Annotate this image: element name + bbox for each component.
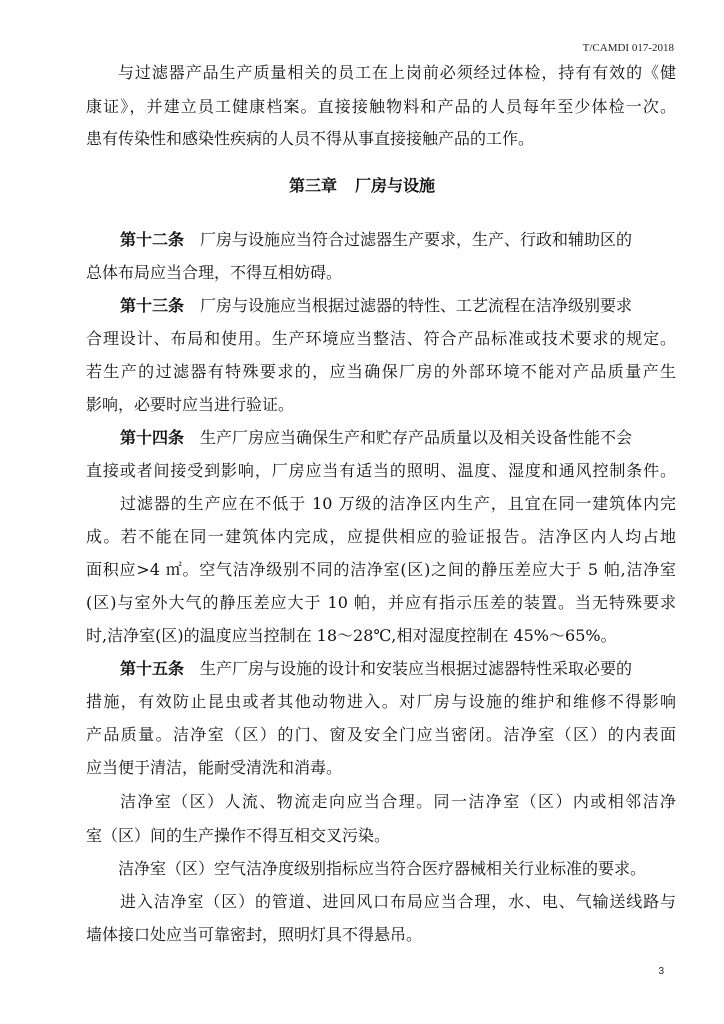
article-text: 生产厂房与设施的设计和安装应当根据过滤器特性采取必要的 bbox=[200, 659, 633, 678]
paragraph-line: 室（区）间的生产操作不得互相交叉污染。 bbox=[86, 826, 391, 845]
paragraph-line: 成。若不能在同一建筑体内完成，应提供相应的验证报告。洁净区内人均占地 bbox=[86, 527, 676, 546]
paragraph-line: 时,洁净室(区)的温度应当控制在 18～28℃,相对湿度控制在 45%～65%。 bbox=[86, 626, 617, 645]
paragraph-line: 洁净室（区）空气洁净度级别指标应当符合医疗器械相关行业标准的要求。 bbox=[118, 859, 647, 878]
article-14-line bbox=[120, 428, 676, 448]
paragraph-line: (区)与室外大气的静压差应大于 10 帕，并应有指示压差的装置。当无特殊要求 bbox=[86, 593, 676, 612]
paragraph-line: 若生产的过滤器有特殊要求的，应当确保厂房的外部环境不能对产品质量产生 bbox=[86, 362, 676, 381]
chapter-heading bbox=[0, 176, 724, 196]
paragraph-line: 进入洁净室（区）的管道、进回风口布局应当合理，水、电、气输送线路与 bbox=[120, 892, 676, 911]
paragraph-line: 应当便于清洁，能耐受清洗和消毒。 bbox=[86, 758, 343, 777]
article-label: 第十五条 bbox=[120, 659, 185, 678]
article-label: 第十三条 bbox=[120, 296, 185, 315]
chapter-number: 第三章 bbox=[288, 176, 337, 195]
paragraph-line: 洁净室（区）人流、物流走向应当合理。同一洁净室（区）内或相邻洁净 bbox=[120, 792, 676, 811]
page-number: 3 bbox=[658, 966, 664, 977]
paragraph-line: 面积应>4 ㎡。空气洁净级别不同的洁净室(区)之间的静压差应大于 5 帕,洁净室 bbox=[86, 560, 676, 579]
paragraph-line: 与过滤器产品生产质量相关的员工在上岗前必须经过体检，持有有效的《健 bbox=[118, 63, 676, 82]
article-label: 第十四条 bbox=[120, 428, 185, 447]
chapter-title: 厂房与设施 bbox=[355, 176, 436, 195]
paragraph-line: 直接或者间接受到影响，厂房应当有适当的照明、温度、湿度和通风控制条件。 bbox=[86, 461, 676, 480]
paragraph-line: 康证》，并建立员工健康档案。直接接触物料和产品的人员每年至少体检一次。 bbox=[86, 97, 676, 116]
paragraph-line: 影响，必要时应当进行验证。 bbox=[86, 395, 295, 414]
article-13-line bbox=[120, 296, 676, 316]
article-label: 第十二条 bbox=[120, 230, 185, 249]
paragraph-line: 患有传染性和感染性疾病的人员不得从事直接接触产品的工作。 bbox=[86, 129, 535, 148]
article-text: 厂房与设施应当根据过滤器的特性、工艺流程在洁净级别要求 bbox=[200, 296, 633, 315]
article-15-line bbox=[120, 659, 676, 679]
paragraph-line: 总体布局应当合理，不得互相妨碍。 bbox=[86, 263, 343, 282]
paragraph-line: 墙体接口处应当可靠密封，照明灯具不得悬吊。 bbox=[86, 925, 423, 944]
paragraph-line: 合理设计、布局和使用。生产环境应当整洁、符合产品标准或技术要求的规定。 bbox=[86, 329, 676, 348]
paragraph-line: 产品质量。洁净室（区）的门、窗及安全门应当密闭。洁净室（区）的内表面 bbox=[86, 725, 676, 744]
article-12-line bbox=[120, 230, 676, 250]
document-code: T/CAMDI 017-2018 bbox=[582, 42, 674, 54]
paragraph-line: 过滤器的生产应在不低于 10 万级的洁净区内生产，且宜在同一建筑体内完 bbox=[120, 494, 676, 513]
paragraph-line: 措施，有效防止昆虫或者其他动物进入。对厂房与设施的维护和维修不得影响 bbox=[86, 692, 676, 711]
article-text: 生产厂房应当确保生产和贮存产品质量以及相关设备性能不会 bbox=[200, 428, 633, 447]
article-text: 厂房与设施应当符合过滤器生产要求，生产、行政和辅助区的 bbox=[200, 230, 633, 249]
